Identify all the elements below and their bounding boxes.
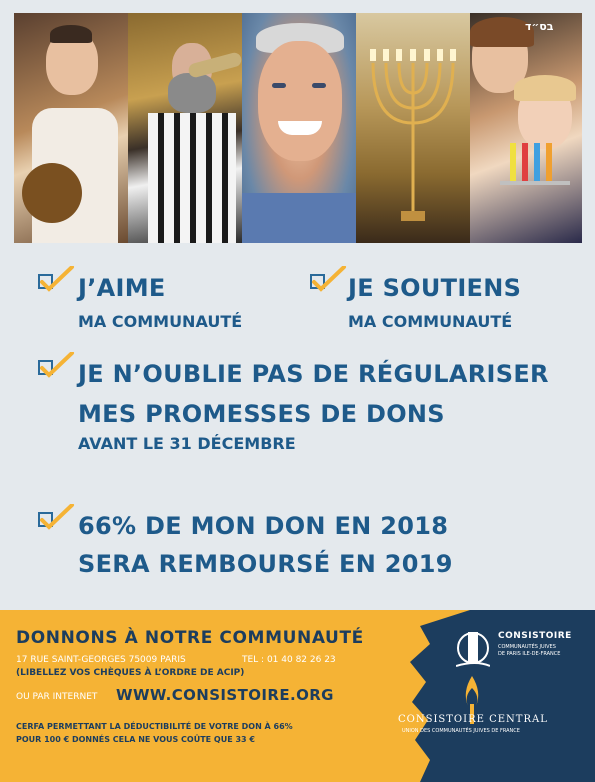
- menorah-synagogue-photo: [356, 13, 470, 243]
- logo-consistoire-name: CONSISTOIRE: [498, 631, 572, 641]
- smiling-man-photo: [242, 13, 356, 243]
- hebrew-mark: בס״ד: [525, 20, 554, 33]
- message-pledge-line3: AVANT LE 31 DÉCEMBRE: [78, 434, 296, 453]
- message-refund-line2: SERA REMBOURSÉ EN 2019: [78, 550, 453, 578]
- boy-with-torah-photo: [14, 13, 128, 243]
- footer-phone: TEL : 01 40 82 26 23: [242, 655, 336, 665]
- message-support-line1: JE SOUTIENS: [348, 274, 522, 302]
- message-love-line2: MA COMMUNAUTÉ: [78, 312, 243, 331]
- footer-cerfa-line1: CERFA PERMETTANT LA DÉDUCTIBILITÉ DE VOTRE DON À 66%: [16, 722, 293, 731]
- message-pledge-line2: MES PROMESSES DE DONS: [78, 400, 445, 428]
- logo-central-sub: UNION DES COMMUNAUTÉS JUIVES DE FRANCE: [402, 728, 520, 734]
- consistoire-paris-logo-icon: [456, 626, 490, 670]
- footer-internet-prefix: OU PAR INTERNET: [16, 692, 98, 702]
- rabbi-shofar-photo: [128, 13, 242, 243]
- footer-cheques: (LIBELLEZ VOS CHÈQUES À L’ORDRE DE ACIP): [16, 668, 245, 678]
- logo-consistoire-sub2: DE PARIS ILE-DE-FRANCE: [498, 651, 561, 657]
- footer-cerfa-line2: POUR 100 € DONNÉS CELA NE VOUS COÛTE QUE 33 €: [16, 735, 255, 744]
- footer-website-link[interactable]: WWW.CONSISTOIRE.ORG: [116, 686, 334, 704]
- message-refund-line1: 66% DE MON DON EN 2018: [78, 512, 449, 540]
- checkmark-icon: [36, 266, 62, 292]
- photo-strip: [14, 13, 582, 243]
- message-love-line1: J’AIME: [78, 274, 166, 302]
- checkmark-icon: [36, 352, 62, 378]
- checkmark-icon: [308, 266, 334, 292]
- footer-address: 17 RUE SAINT-GEORGES 75009 PARIS: [16, 655, 186, 665]
- footer-title: DONNONS À NOTRE COMMUNAUTÉ: [16, 628, 364, 648]
- logo-central-name: CONSISTOIRE CENTRAL: [398, 714, 548, 725]
- checkmark-icon: [36, 504, 62, 530]
- mother-child-hanukkah-photo: [470, 13, 582, 243]
- message-support-line2: MA COMMUNAUTÉ: [348, 312, 513, 331]
- logo-consistoire-sub1: COMMUNAUTÉS JUIVES: [498, 644, 556, 650]
- message-pledge-line1: JE N’OUBLIE PAS DE RÉGULARISER: [78, 360, 549, 388]
